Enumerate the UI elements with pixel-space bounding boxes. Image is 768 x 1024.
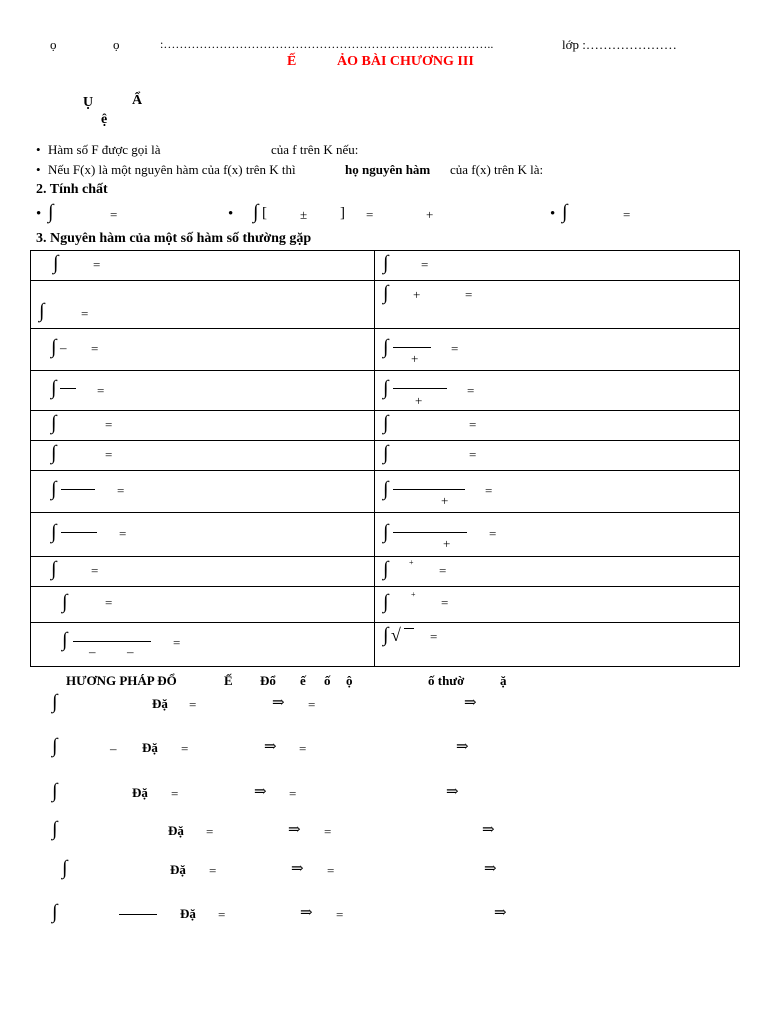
section1-heading-c: ệ <box>101 112 108 127</box>
plus-sign: + <box>409 558 414 567</box>
equals-sign: = <box>439 563 447 578</box>
fraction-bar <box>61 532 97 533</box>
definition-text-b: của f trên K nếu: <box>271 142 359 157</box>
header-mark-1: ọ <box>50 37 57 52</box>
substitution-label: Đặ <box>170 862 186 877</box>
equals-sign: = <box>465 287 473 302</box>
integral-icon: ∫ <box>52 691 58 713</box>
minus-sign: – <box>60 340 67 355</box>
plus-sign: + <box>413 287 421 302</box>
table-row <box>31 513 740 557</box>
integral-icon: ∫ <box>62 857 68 879</box>
fraction-bar <box>393 489 465 490</box>
equals-sign: = <box>206 824 214 839</box>
implies-icon: ⇒ <box>264 739 277 755</box>
implies-icon: ⇒ <box>464 695 477 711</box>
table-cell <box>31 411 375 441</box>
table-cell <box>31 557 375 587</box>
plus-sign: + <box>415 393 423 408</box>
bracket-open: [ <box>262 205 267 221</box>
section4-heading-b: Ế <box>224 673 233 688</box>
table-cell <box>375 623 740 667</box>
sqrt-bar <box>404 628 414 629</box>
integral-icon: ∫ <box>52 901 58 923</box>
equals-sign: = <box>91 341 99 356</box>
section4-heading-f: ộ <box>346 673 353 688</box>
integral-icon: ∫ <box>52 735 58 757</box>
equals-sign: = <box>489 526 497 541</box>
substitution-label: Đặ <box>168 823 184 838</box>
fraction-bar <box>393 532 467 533</box>
equals-sign: = <box>97 383 105 398</box>
equals-sign: = <box>81 306 89 321</box>
table-cell <box>375 371 740 411</box>
antiderivative-table <box>30 250 740 667</box>
fraction-bar <box>73 641 151 642</box>
minus-sign: – <box>110 741 117 756</box>
plus-sign: + <box>443 536 451 551</box>
table-row <box>31 281 740 329</box>
fraction-bar <box>393 347 431 348</box>
table-cell <box>31 281 375 329</box>
substitution-label: Đặ <box>142 740 158 755</box>
equals-sign: = <box>173 635 181 650</box>
implies-icon: ⇒ <box>288 822 301 838</box>
table-cell <box>375 587 740 623</box>
integral-icon: ∫ <box>383 624 389 646</box>
definition-text-a: Hàm số F được gọi là <box>48 142 161 157</box>
table-cell <box>375 251 740 281</box>
integral-icon: ∫ <box>39 300 45 322</box>
equals-sign: = <box>623 207 631 222</box>
section4-heading-c: Đổ <box>260 673 276 688</box>
family-text-c: của f(x) trên K là: <box>450 162 544 177</box>
equals-sign: = <box>336 907 344 922</box>
table-cell <box>375 513 740 557</box>
table-cell <box>375 557 740 587</box>
integral-icon: ∫ <box>51 521 57 543</box>
table-cell <box>31 251 375 281</box>
equals-sign: = <box>469 447 477 462</box>
integral-icon: ∫ <box>383 412 389 434</box>
table-cell <box>375 329 740 371</box>
table-cell <box>31 441 375 471</box>
table-cell <box>375 411 740 441</box>
equals-sign: = <box>189 697 197 712</box>
integral-icon: ∫ <box>51 442 57 464</box>
equals-sign: = <box>299 741 307 756</box>
equals-sign: = <box>469 417 477 432</box>
bullet-icon: • <box>36 162 41 177</box>
bullet-icon: • <box>550 206 556 222</box>
equals-sign: = <box>93 257 101 272</box>
integral-icon: ∫ <box>383 521 389 543</box>
implies-icon: ⇒ <box>291 861 304 877</box>
implies-icon: ⇒ <box>456 739 469 755</box>
integral-icon: ∫ <box>562 201 568 223</box>
equals-sign: = <box>171 786 179 801</box>
implies-icon: ⇒ <box>254 784 267 800</box>
fraction-bar <box>60 388 76 389</box>
integral-icon: ∫ <box>53 252 59 274</box>
integral-icon: ∫ <box>383 558 389 580</box>
table-row <box>31 557 740 587</box>
section4-heading-d: ế <box>300 673 306 688</box>
integral-icon: ∫ <box>51 558 57 580</box>
table-cell <box>375 441 740 471</box>
equals-sign: = <box>324 824 332 839</box>
section4-heading-h: ặ <box>500 673 507 688</box>
family-text-bold: họ nguyên hàm <box>345 162 431 177</box>
integral-icon: ∫ <box>383 282 389 304</box>
equals-sign: = <box>485 483 493 498</box>
implies-icon: ⇒ <box>494 905 507 921</box>
integral-icon: ∫ <box>62 591 68 613</box>
section3-heading: 3. Nguyên hàm của một số hàm số thường gặp <box>36 231 312 246</box>
bullet-icon: • <box>228 206 234 222</box>
table-cell <box>31 329 375 371</box>
table-cell <box>31 513 375 557</box>
title-part-1: Ế <box>287 54 297 69</box>
section1-heading-b: Ẩ <box>132 93 143 108</box>
plus-sign: + <box>411 351 419 366</box>
implies-icon: ⇒ <box>446 784 459 800</box>
implies-icon: ⇒ <box>272 695 285 711</box>
section1-heading-a: Ụ <box>83 95 94 110</box>
integral-icon: ∫ <box>51 377 57 399</box>
fraction-bar <box>61 489 95 490</box>
equals-sign: = <box>105 595 113 610</box>
integral-icon: ∫ <box>52 780 58 802</box>
equals-sign: = <box>366 207 374 222</box>
equals-sign: = <box>110 207 118 222</box>
header-name-dots: :……………………………………………………………………….. <box>160 37 494 51</box>
table-row <box>31 371 740 411</box>
equals-sign: = <box>327 863 335 878</box>
equals-sign: = <box>117 483 125 498</box>
plusminus-sign: ± <box>300 207 308 222</box>
bracket-close: ] <box>340 205 345 221</box>
table-row <box>31 441 740 471</box>
equals-sign: = <box>451 341 459 356</box>
implies-icon: ⇒ <box>482 822 495 838</box>
equals-sign: = <box>308 697 316 712</box>
family-text-a: Nếu F(x) là một nguyên hàm của f(x) trên K thì <box>48 162 296 177</box>
table-row <box>31 471 740 513</box>
equals-sign: = <box>105 417 113 432</box>
equals-sign: = <box>181 741 189 756</box>
section4-heading-a: HƯƠNG PHÁP ĐỔ <box>66 673 177 688</box>
table-cell <box>31 371 375 411</box>
equals-sign: = <box>105 447 113 462</box>
table-cell <box>31 587 375 623</box>
fraction-bar <box>393 388 447 389</box>
integral-icon: ∫ <box>51 478 57 500</box>
table-row <box>31 623 740 667</box>
fraction-bar <box>119 914 157 915</box>
equals-sign: = <box>430 629 438 644</box>
section4-heading-e: ố <box>324 673 331 688</box>
equals-sign: = <box>467 383 475 398</box>
integral-icon: ∫ <box>383 377 389 399</box>
integral-icon: ∫ <box>383 591 389 613</box>
header-mark-2: ọ <box>113 37 120 52</box>
table-cell <box>31 623 375 667</box>
equals-sign: = <box>218 907 226 922</box>
section4-heading-g: ố thườ <box>428 673 465 688</box>
table-row <box>31 329 740 371</box>
plus-sign: + <box>441 493 449 508</box>
integral-icon: ∫ <box>51 336 57 358</box>
substitution-label: Đặ <box>152 696 168 711</box>
minus-sign: – <box>89 644 96 659</box>
equals-sign: = <box>91 563 99 578</box>
substitution-label: Đặ <box>132 785 148 800</box>
equals-sign: = <box>289 786 297 801</box>
integral-icon: ∫ <box>52 818 58 840</box>
integral-icon: ∫ <box>48 201 54 223</box>
plus-sign: + <box>426 207 434 222</box>
title-part-2: ẢO BÀI CHƯƠNG III <box>337 54 474 69</box>
equals-sign: = <box>441 595 449 610</box>
minus-sign: – <box>127 644 134 659</box>
integral-icon: ∫ <box>253 201 259 223</box>
header-class-label: lớp :………………… <box>562 37 677 52</box>
table-cell <box>375 281 740 329</box>
integral-icon: ∫ <box>383 478 389 500</box>
integral-icon: ∫ <box>383 336 389 358</box>
section2-heading: 2. Tính chất <box>36 182 108 197</box>
table-row <box>31 587 740 623</box>
table-row <box>31 411 740 441</box>
integral-icon: ∫ <box>51 412 57 434</box>
implies-icon: ⇒ <box>484 861 497 877</box>
integral-icon: ∫ <box>383 252 389 274</box>
integral-icon: ∫ <box>383 442 389 464</box>
plus-sign: + <box>411 590 416 599</box>
bullet-icon: • <box>36 206 42 222</box>
bullet-icon: • <box>36 142 41 157</box>
equals-sign: = <box>209 863 217 878</box>
table-row <box>31 251 740 281</box>
equals-sign: = <box>421 257 429 272</box>
table-cell <box>31 471 375 513</box>
integral-icon: ∫ <box>62 629 68 651</box>
table-cell <box>375 471 740 513</box>
implies-icon: ⇒ <box>300 905 313 921</box>
equals-sign: = <box>119 526 127 541</box>
sqrt-icon: √ <box>391 625 401 645</box>
substitution-label: Đặ <box>180 906 196 921</box>
